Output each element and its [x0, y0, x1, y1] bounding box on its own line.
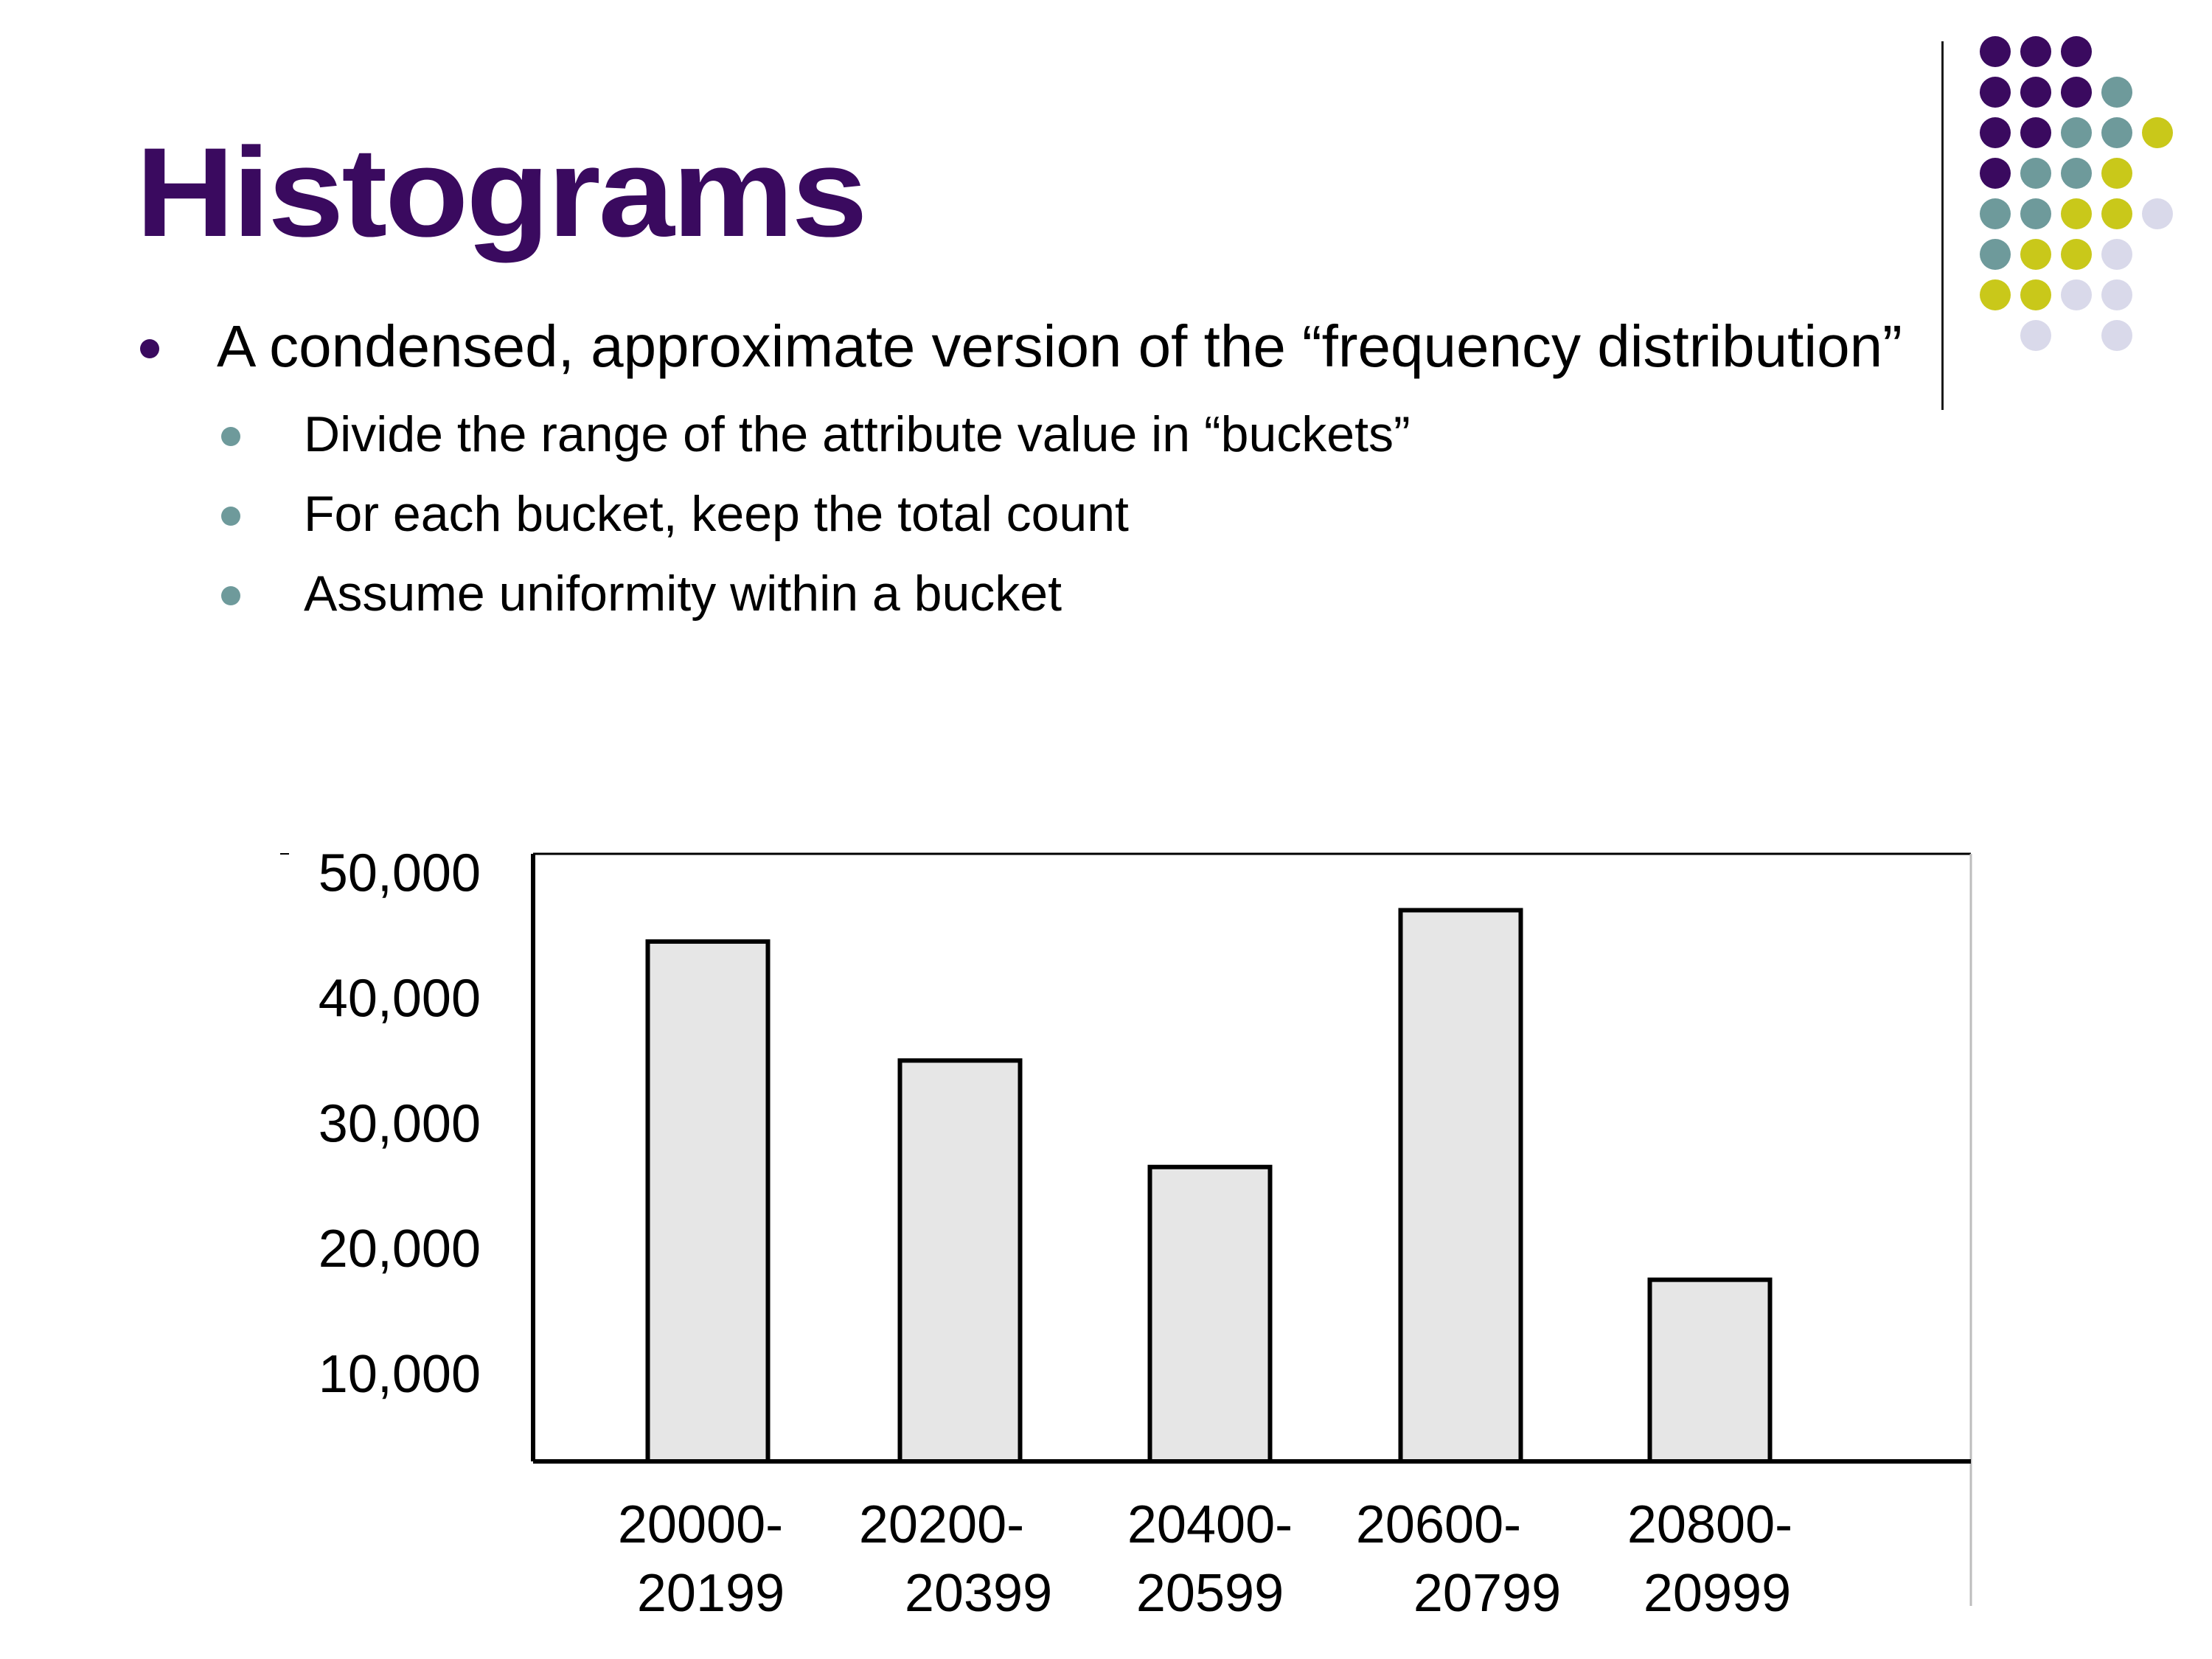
- bullet-sub-1-text: Divide the range of the attribute value in “buckets”: [304, 406, 1411, 462]
- y-tick-label: 30,000: [318, 1094, 481, 1154]
- x-tick-label: 20599: [1135, 1564, 1284, 1623]
- bar-1: [648, 942, 768, 1461]
- bullet-sub-3-text: Assume uniformity within a bucket: [304, 566, 1062, 622]
- bar-2: [900, 1060, 1020, 1461]
- y-tick-label: 10,000: [318, 1345, 481, 1405]
- x-tick-label: 20800-: [1627, 1495, 1793, 1554]
- x-tick-label: 20399: [904, 1564, 1053, 1623]
- bar-3: [1150, 1167, 1270, 1461]
- y-tick-label: 40,000: [318, 969, 481, 1029]
- x-tick-label: 20999: [1643, 1564, 1792, 1623]
- x-tick-label: 20200-: [858, 1495, 1025, 1554]
- x-tick-label: 20199: [636, 1564, 785, 1623]
- x-tick-label: 20799: [1413, 1564, 1562, 1623]
- bullet-sub-2-text: For each bucket, keep the total count: [304, 486, 1129, 542]
- bar-5: [1650, 1280, 1770, 1461]
- y-tick-label: 20,000: [318, 1220, 481, 1279]
- bullet-main-text: A condensed, approximate version of the “frequency distribution”: [217, 313, 1902, 379]
- x-tick-label: 20400-: [1127, 1495, 1293, 1554]
- x-tick-label: 20000-: [617, 1495, 784, 1554]
- bar-4: [1401, 910, 1521, 1461]
- y-tick-label: 50,000: [318, 844, 481, 903]
- x-tick-label: 20600-: [1355, 1495, 1522, 1554]
- slide-title: Histograms: [136, 122, 866, 263]
